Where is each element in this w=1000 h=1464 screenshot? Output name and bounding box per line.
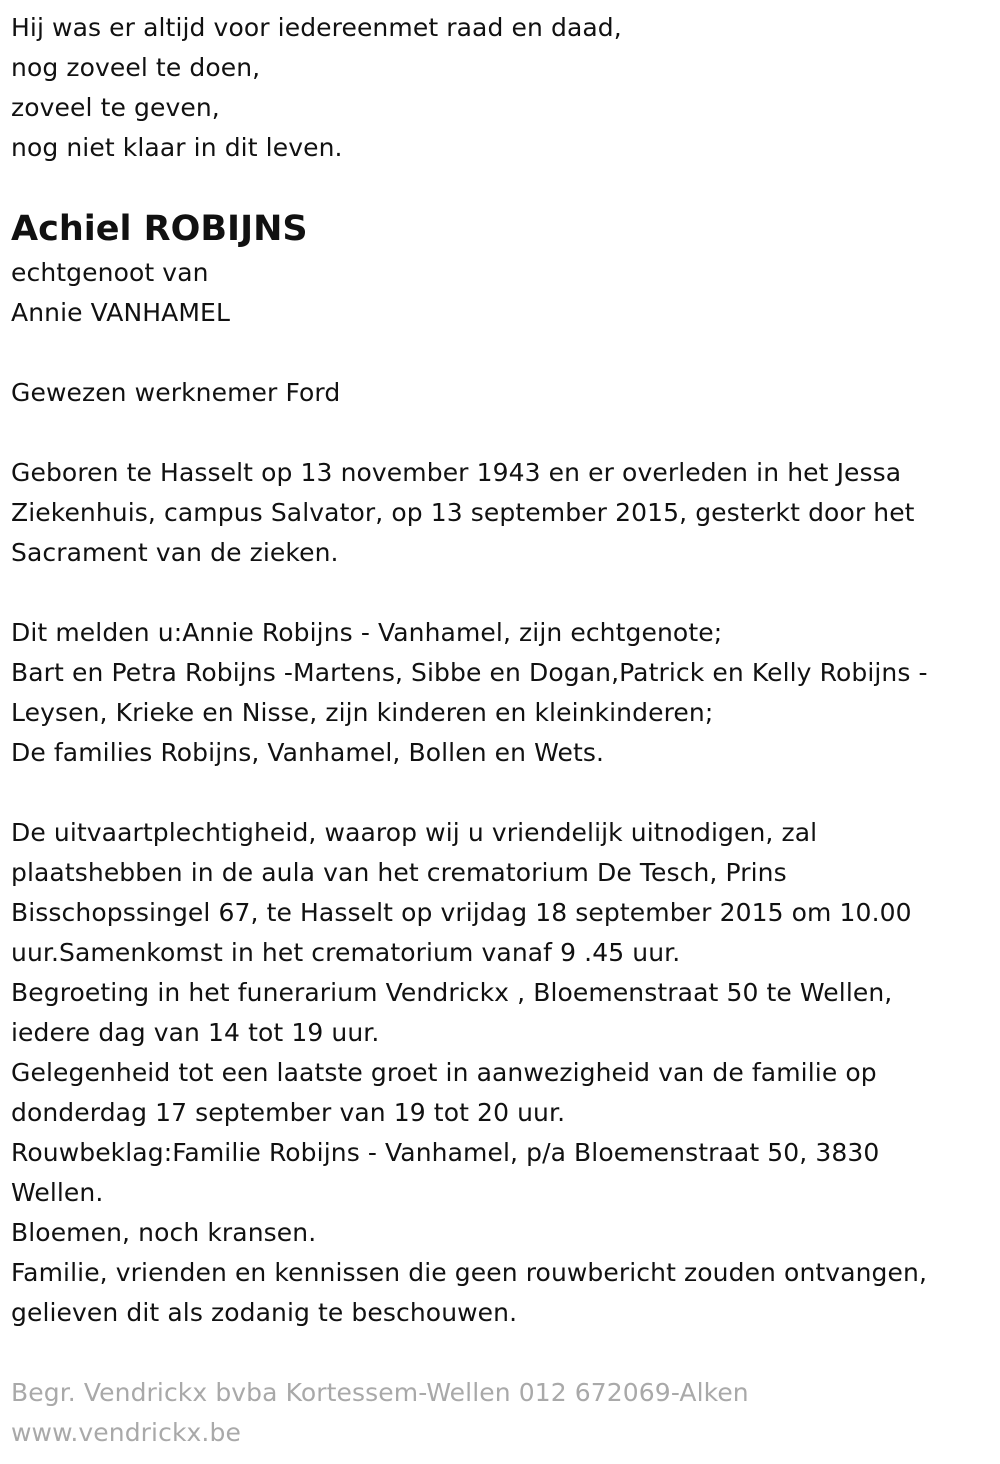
text-line: gelieven dit als zodanig te beschouwen. — [11, 1298, 518, 1327]
text-line: uur.Samenkomst in het crematorium vanaf 9 .45 uur. — [11, 938, 681, 967]
birth-death-paragraph — [11, 453, 989, 573]
text-line: Dit melden u:Annie Robijns - Vanhamel, zijn echtgenote; — [11, 618, 723, 647]
text-line: Sacrament van de zieken. — [11, 538, 339, 567]
funeral-home-footer — [11, 1373, 989, 1453]
poem-line: zoveel te geven, — [11, 93, 220, 122]
text-line: Ziekenhuis, campus Salvator, op 13 september 2015, gesterkt door het — [11, 498, 915, 527]
text-line: Begroeting in het funerarium Vendrickx , Bloemenstraat 50 te Wellen, — [11, 978, 893, 1007]
deceased-name: Achiel ROBIJNS — [11, 209, 308, 249]
text-line: Bisschopssingel 67, te Hasselt op vrijdag 18 september 2015 om 10.00 — [11, 898, 912, 927]
text-line: Geboren te Hasselt op 13 november 1943 en er overleden in het Jessa — [11, 458, 902, 487]
text-line: iedere dag van 14 tot 19 uur. — [11, 1018, 380, 1047]
poem-line: nog zoveel te doen, — [11, 53, 261, 82]
spacer — [11, 573, 989, 613]
text-line: Wellen. — [11, 1178, 104, 1207]
poem — [11, 8, 989, 168]
poem-line: Hij was er altijd voor iedereenmet raad en daad, — [11, 13, 622, 42]
spacer — [11, 413, 989, 453]
details-paragraph — [11, 813, 989, 1333]
text-line: plaatshebben in de aula van het crematorium De Tesch, Prins — [11, 858, 787, 887]
funeral-home-contact: Begr. Vendrickx bvba Kortessem-Wellen 012 672069-Alken — [11, 1378, 749, 1407]
spacer — [11, 773, 989, 813]
poem-line: nog niet klaar in dit leven. — [11, 133, 343, 162]
spouse-name: Annie VANHAMEL — [11, 298, 230, 327]
text-line: Familie, vrienden en kennissen die geen rouwbericht zouden ontvangen, — [11, 1258, 927, 1287]
relation-line: echtgenoot van — [11, 258, 209, 287]
family-paragraph — [11, 613, 989, 773]
text-line: Bloemen, noch kransen. — [11, 1218, 317, 1247]
spacer — [11, 333, 989, 373]
text-line: De families Robijns, Vanhamel, Bollen en Wets. — [11, 738, 605, 767]
text-line: Gelegenheid tot een laatste groet in aanwezigheid van de familie op — [11, 1058, 877, 1087]
funeral-home-website: www.vendrickx.be — [11, 1418, 241, 1447]
text-line: De uitvaartplechtigheid, waarop wij u vriendelijk uitnodigen, zal — [11, 818, 818, 847]
text-line: donderdag 17 september van 19 tot 20 uur. — [11, 1098, 566, 1127]
text-line: Leysen, Krieke en Nisse, zijn kinderen en kleinkinderen; — [11, 698, 714, 727]
occupation: Gewezen werknemer Ford — [11, 378, 341, 407]
text-line: Bart en Petra Robijns -Martens, Sibbe en Dogan,Patrick en Kelly Robijns - — [11, 658, 928, 687]
text-line: Rouwbeklag:Familie Robijns - Vanhamel, p/a Bloemenstraat 50, 3830 — [11, 1138, 880, 1167]
